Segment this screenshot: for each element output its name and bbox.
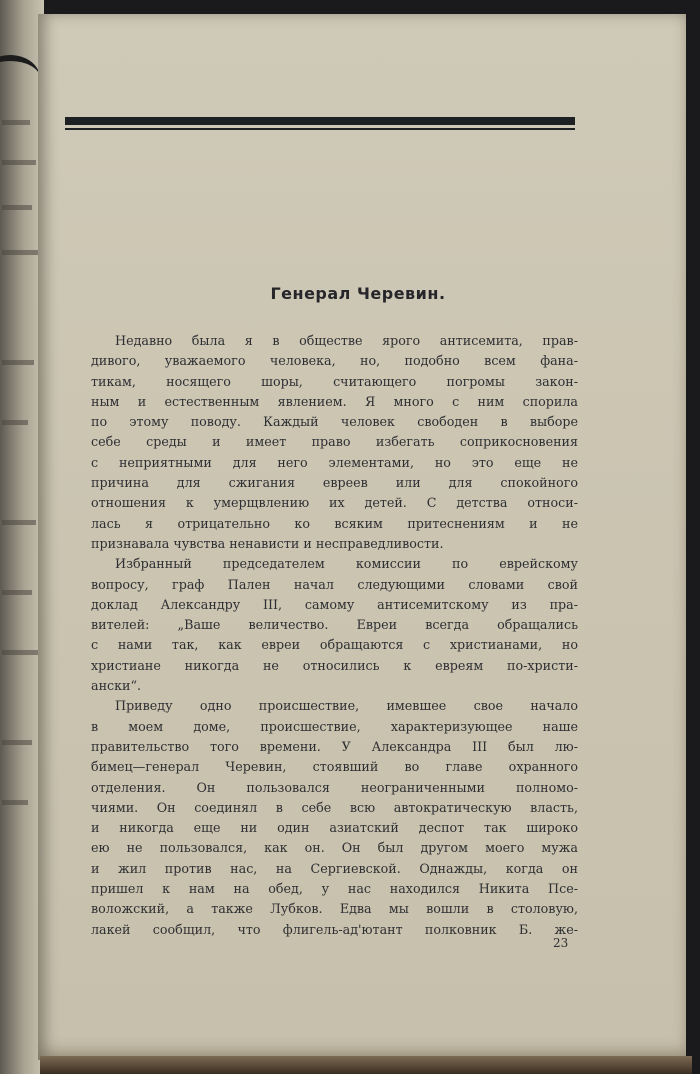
text-line: в моем доме, происшествие, характеризующее наше bbox=[91, 718, 578, 734]
book-page bbox=[38, 14, 686, 1060]
text-line: доклад Александру III, самому антисемитскому из пра- bbox=[91, 596, 578, 612]
text-line: ею не пользовался, как он. Он был другом моего мужа bbox=[91, 840, 578, 856]
facing-page-text-fragment bbox=[2, 740, 32, 745]
header-rule-thin bbox=[65, 128, 575, 130]
header-rule-thick bbox=[65, 117, 575, 125]
text-line: отношения к умерщвлению их детей. С детства относи- bbox=[91, 495, 578, 511]
facing-page-text-fragment bbox=[2, 590, 32, 595]
text-line: и никогда еще ни один азиатский деспот так широко bbox=[91, 820, 578, 836]
text-line: бимец—генерал Черевин, стоявший во главе охранного bbox=[91, 759, 578, 775]
facing-page-text-fragment bbox=[2, 420, 28, 425]
text-line: себе среды и имеет право избегать соприкосновения bbox=[91, 434, 578, 450]
facing-page-text-fragment bbox=[2, 120, 30, 125]
text-line: ным и естественным явлением. Я много с ним спорила bbox=[91, 393, 578, 409]
text-line: причина для сжигания евреев или для спокойного bbox=[91, 475, 578, 491]
facing-page-text-fragment bbox=[2, 650, 38, 655]
text-line: отделения. Он пользовался неограниченными полномо- bbox=[91, 779, 578, 795]
facing-page-text-fragment bbox=[2, 160, 36, 165]
text-line: признавала чувства ненависти и несправедливости. bbox=[91, 535, 444, 551]
text-line: ански“. bbox=[91, 678, 142, 694]
text-line: правительство того времени. У Александра III был лю- bbox=[91, 738, 578, 754]
facing-page-text-fragment bbox=[2, 250, 38, 255]
facing-page-text-fragment bbox=[2, 520, 36, 525]
text-line: лась я отрицательно ко всяким притеснениям и не bbox=[91, 515, 578, 531]
text-line: с нами так, как евреи обращаются с христианами, но bbox=[91, 637, 578, 653]
text-line: Избранный председателем комиссии по еврейскому bbox=[115, 556, 578, 572]
text-line: лакей сообщил, что флигель-ад'ютант полковник Б. же- bbox=[91, 921, 578, 937]
text-line: воложский, а также Лубков. Едва мы вошли в столовую, bbox=[91, 901, 578, 917]
text-line: христиане никогда не относились к евреям по-христи- bbox=[91, 657, 578, 673]
facing-page-text-fragment bbox=[2, 800, 28, 805]
text-line: по этому поводу. Каждый человек свободен в выборе bbox=[91, 414, 578, 430]
facing-page-ornament bbox=[0, 55, 40, 101]
facing-page-text-fragment bbox=[2, 360, 34, 365]
text-line: и жил против нас, на Сергиевской. Однажды, когда он bbox=[91, 860, 578, 876]
text-line: Недавно была я в обществе ярого антисемита, прав- bbox=[115, 333, 578, 348]
text-line: Приведу одно происшествие, имевшее свое начало bbox=[115, 698, 578, 714]
text-line: чиями. Он соединял в себе всю автократическую власть, bbox=[91, 799, 578, 815]
text-line: пришел к нам на обед, у нас находился Никита Псе- bbox=[91, 881, 578, 897]
chapter-title: Генерал Черевин. bbox=[270, 284, 446, 303]
page-bottom-edge bbox=[40, 1056, 692, 1074]
body-text bbox=[91, 331, 578, 940]
text-line: дивого, уважаемого человека, но, подобно всем фана- bbox=[91, 353, 578, 369]
text-line: тикам, носящего шоры, считающего погромы закон- bbox=[91, 373, 578, 389]
facing-page-text-fragment bbox=[2, 205, 32, 210]
text-line: вопросу, граф Пален начал следующими словами свой bbox=[91, 576, 578, 592]
page-number: 23 bbox=[553, 936, 569, 950]
text-line: с неприятными для него элементами, но это еще не bbox=[91, 454, 578, 470]
text-line: вителей: „Ваше величество. Евреи всегда обращались bbox=[91, 617, 578, 633]
